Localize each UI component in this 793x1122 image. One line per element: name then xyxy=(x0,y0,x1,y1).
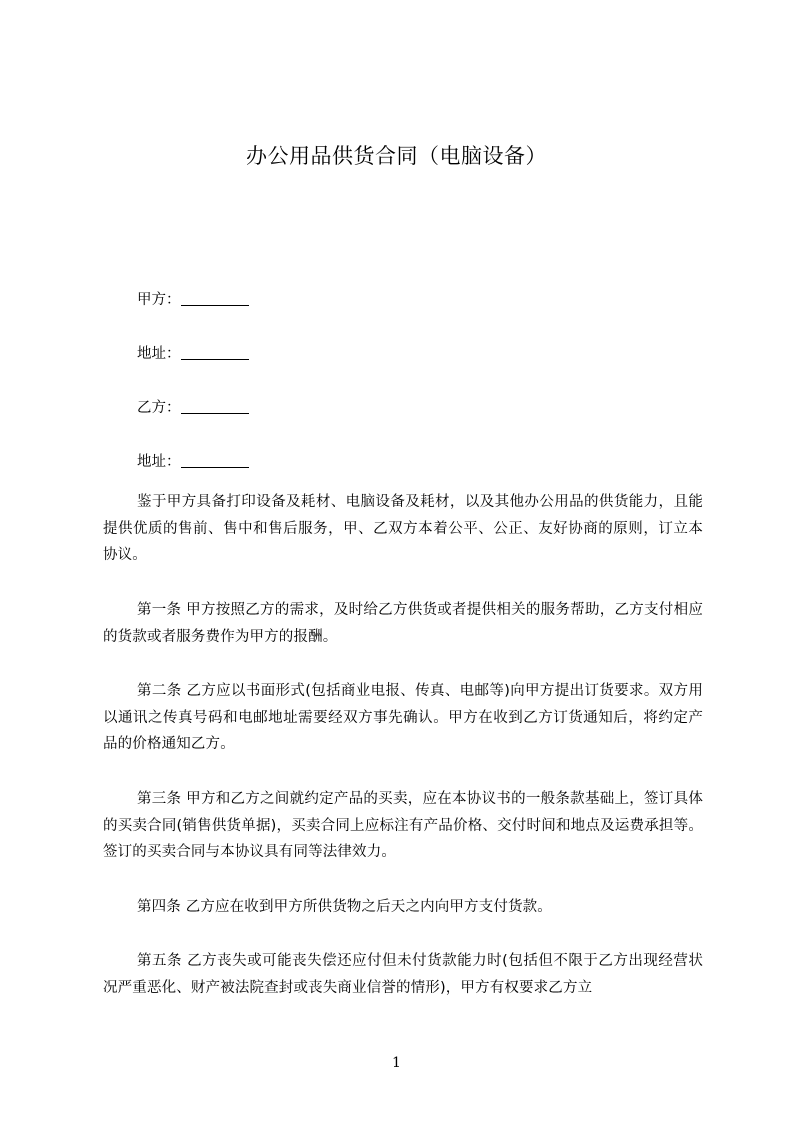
document-title: 办公用品供货合同（电脑设备） xyxy=(246,144,547,168)
party-a-line xyxy=(137,289,249,311)
preamble-paragraph: 鉴于甲方具备打印设备及耗材、电脑设备及耗材，以及其他办公用品的供货能力，且能提供优质的售前、售中和售后服务，甲、乙双方本着公平、公正、友好协商的原则，订立本协议。 xyxy=(103,494,703,563)
party-b-label: 乙方： xyxy=(137,400,181,416)
party-a-address-label: 地址： xyxy=(137,346,181,362)
party-b-address-line xyxy=(137,451,249,473)
article-2-paragraph: 第二条 乙方应以书面形式(包括商业电报、传真、电邮等)向甲方提出订货要求。双方用以通讯之传真号码和电邮地址需要经双方事先确认。甲方在收到乙方订货通知后，将约定产品的价格通知乙方。 xyxy=(103,683,703,752)
party-a-address-blank[interactable] xyxy=(181,344,249,360)
party-b-line xyxy=(137,397,249,419)
party-a-blank[interactable] xyxy=(181,290,249,306)
article-5-paragraph: 第五条 乙方丧失或可能丧失偿还应付但未付货款能力时(包括但不限于乙方出现经营状况严重恶化、财产被法院查封或丧失商业信誉的情形)，甲方有权要求乙方立 xyxy=(103,953,703,996)
party-a-address-line xyxy=(137,343,249,365)
party-b-address-label: 地址： xyxy=(137,454,181,470)
party-b-blank[interactable] xyxy=(181,398,249,414)
party-b-address-blank[interactable] xyxy=(181,452,249,468)
article-3-paragraph: 第三条 甲方和乙方之间就约定产品的买卖，应在本协议书的一般条款基础上，签订具体的买卖合同(销售供货单据)，买卖合同上应标注有产品价格、交付时间和地点及运费承担等。签订的买卖合同与本协议具有同等法律效力。 xyxy=(103,791,703,860)
page-number: 1 xyxy=(392,1055,401,1071)
article-1-paragraph: 第一条 甲方按照乙方的需求，及时给乙方供货或者提供相关的服务帮助，乙方支付相应的货款或者服务费作为甲方的报酬。 xyxy=(103,602,703,645)
party-a-label: 甲方： xyxy=(137,292,181,308)
article-4-paragraph: 第四条 乙方应在收到甲方所供货物之后天之内向甲方支付货款。 xyxy=(137,899,552,915)
